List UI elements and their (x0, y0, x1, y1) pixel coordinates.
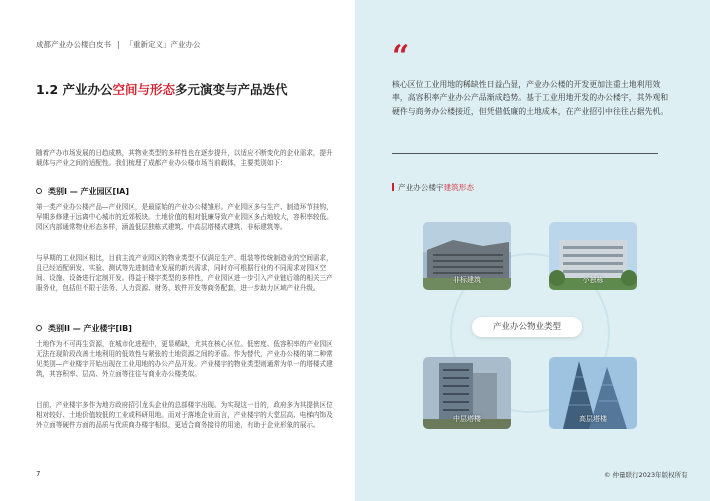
bullet-circle-icon (36, 325, 42, 331)
category-1-paragraph-2: 与早期的工业园区相比，目前主流产业园区的物业类型不仅满足生产、组装等传统制造业的空间需求，且已经适配研发、实验、测试等先进制造业发展的新兴需求，同时亦可根据行业的不同需求对园区空间、设施、设备进行定制开发。得益于楼宇类型的多样性，产业园区进一步引入产业链后端的相关三产服务业，包括但不限于法务、人力资源、财务、软件开发等商务配套，进一步助力区域产业升级。 (36, 254, 333, 292)
subheading-category-2-text: 类别II — 产业楼宇[IB] (48, 324, 132, 333)
photo-caption: 中层塔楼 (453, 415, 481, 423)
divider (392, 153, 658, 154)
photo-caption: 小独栋 (582, 276, 604, 284)
high-rise-tower-photo (549, 357, 637, 429)
header-separator: | (117, 40, 120, 49)
figure-label (392, 182, 474, 193)
title-suffix: 多元演变与产品迭代 (175, 82, 288, 97)
subheading-category-1-text: 类别I — 产业园区[IA] (48, 187, 130, 196)
title-prefix: 1.2 产业办公 (36, 82, 113, 97)
pull-quote: 核心区位工业用地的稀缺性日益凸显，产业办公楼的开发更加注重土地利用效率，高容积率产业办公产品渐成趋势。基于工业用地开发的办公楼宇，其外观和硬件与商务办公楼接近，但凭借低廉的土地成本，在产业招引中往往占据先机。 (392, 80, 669, 116)
title-highlight: 空间与形态 (112, 82, 176, 97)
photo-caption: 非标建筑 (453, 276, 481, 284)
subheading-category-1 (36, 186, 129, 197)
intro-paragraph: 随着产办市场发展的日趋成熟，其物业类型的多样性也在逐步提升，以适应不断变化的企业需求，提升载体与产业之间的适配性。我们梳理了成都产业办公楼市场当前载体，主要类别如下： (36, 149, 333, 167)
mid-rise-tower-photo (423, 357, 511, 429)
figure-label-highlight: 建筑形态 (443, 183, 474, 192)
page-number: 7 (36, 470, 41, 478)
category-2-paragraph-2: 目前，产业楼宇多作为地方政府招引龙头企业的总部楼宇出现。为实现这一目的，政府多为其提供区位相对较好、土地价值较低的工业或科研用地。而对于落地企业而言，产业楼宇的大堂层高、电梯内饰及外立面等硬件方面的品质与优质商办楼宇相似，更适合商务接待的用途，有助于企业形象的展示。 (36, 401, 333, 429)
category-2-paragraph-1: 土地作为不可再生资源，在城市化进程中，更显稀缺，尤其在核心区位。低密度、低容积率的产业园区无法在现阶段改善土地利用的低效性与紧张的土地资源之间的矛盾。作为替代，产业办公楼的第二种常见类别—产业楼宇开始出现在工业用地的办公产品开发。产业楼宇的物业类型则通常为单一的塔楼式建筑，其容积率、层高、外立面等往往与商业办公楼类似。 (36, 340, 333, 378)
category-1-paragraph-1: 第一类产业办公楼产品—产业园区，是最原始的产业办公楼雏形。产业园区多与生产、制造环节挂钩，早期多修建于远离中心城市的近郊板块。土地价值的相对低廉导致产业园区多占地较大，容积率较低。园区内部通常物业形态多样，涵盖低层独栋式建筑、中高层塔楼式建筑、非标建筑等。 (36, 203, 333, 231)
running-header (36, 39, 201, 50)
subheading-category-2 (36, 323, 132, 334)
quote-mark-icon: “ (392, 39, 410, 74)
header-left-text: 成都产业办公楼白皮书 (36, 40, 111, 49)
section-title (36, 80, 288, 98)
label-bar-icon (392, 183, 394, 191)
small-standalone-building-photo (549, 222, 637, 290)
header-right-text: 「重新定义」产业办公 (125, 40, 201, 49)
photo-caption: 高层塔楼 (579, 415, 607, 423)
nonstandard-building-photo (423, 222, 511, 290)
diagram-center-label: 产业办公物业类型 (472, 317, 582, 337)
bullet-circle-icon (36, 188, 42, 194)
figure-label-prefix: 产业办公楼宇 (398, 183, 444, 192)
right-page (355, 0, 710, 501)
copyright-footer: © 仲量联行2023年版权所有 (604, 471, 688, 479)
